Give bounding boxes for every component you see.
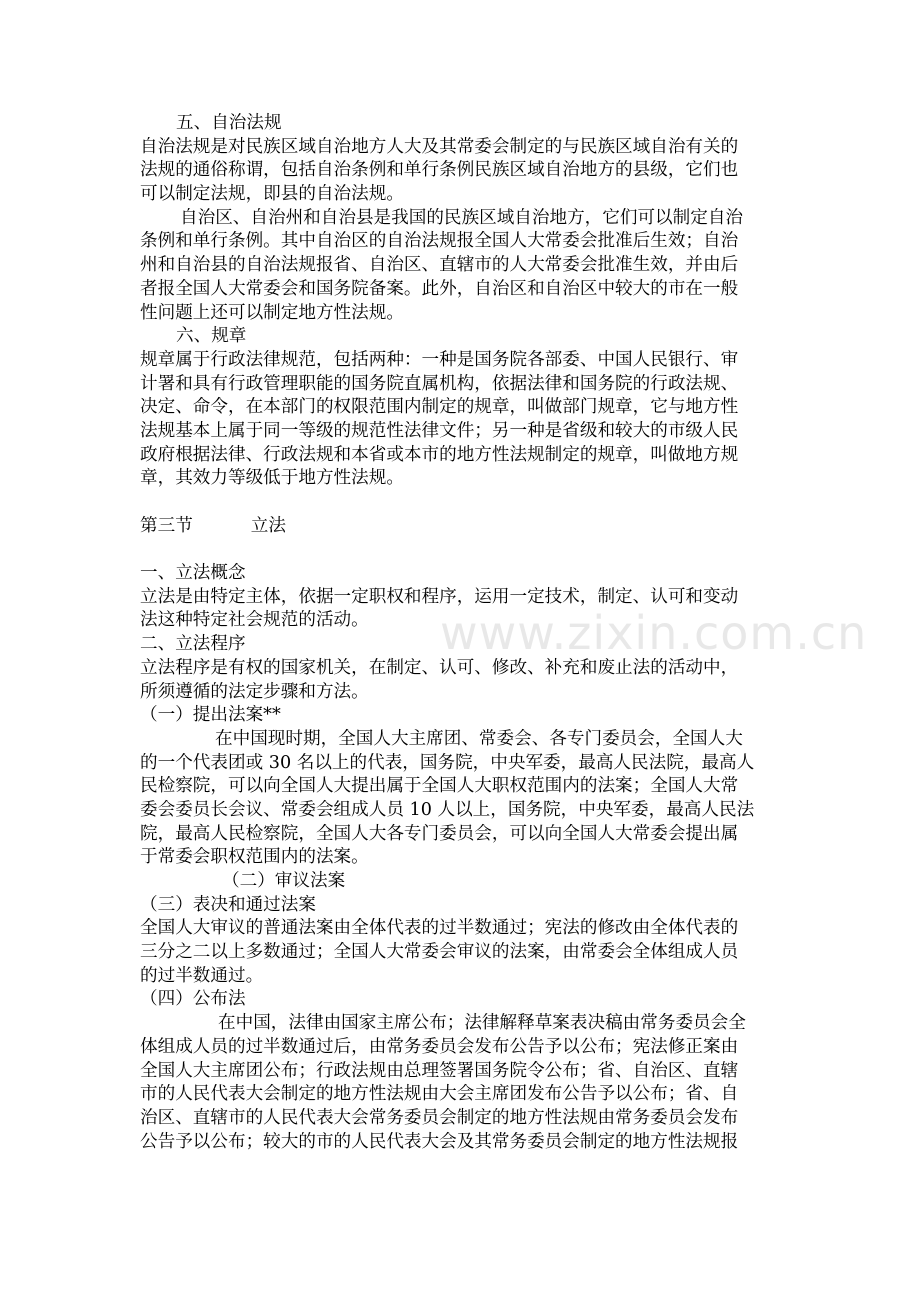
paragraph-line: 计署和具有行政管理职能的国务院直属机构，依据法律和国务院的行政法规、 xyxy=(140,373,739,394)
paragraph-line: 章，其效力等级低于地方性法规。 xyxy=(140,468,404,489)
paragraph-line: 于常委会职权范围内的法案。 xyxy=(140,847,369,868)
section-title-rules: 六、规章 xyxy=(176,326,247,347)
chapter-heading xyxy=(140,515,785,539)
paragraph-line: 政府根据法律、行政法规和本省或本市的地方性法规制定的规章，叫做地方规 xyxy=(140,444,739,465)
paragraph-line: 治区、直辖市的人民代表大会常务委员会制定的地方性法规由常务委员会发布 xyxy=(140,1107,739,1128)
paragraph-line: 法这种特定社会规范的活动。 xyxy=(140,610,369,631)
paragraph-line: 性问题上还可以制定地方性法规。 xyxy=(140,302,404,323)
paragraph-line: 全国人大审议的普通法案由全体代表的过半数通过；宪法的修改由全体代表的 xyxy=(140,918,739,939)
paragraph-line: 公告予以公布；较大的市的人民代表大会及其常务委员会制定的地方性法规报 xyxy=(140,1131,739,1152)
paragraph-line: 规章属于行政法律规范，包括两种：一种是国务院各部委、中国人民银行、审 xyxy=(140,349,739,370)
paragraph-line: 立法程序是有权的国家机关，在制定、认可、修改、补充和废止法的活动中， xyxy=(140,657,739,678)
paragraph-line: 委会委员长会议、常委会组成人员 10 人以上，国务院，中央军委，最高人民法 xyxy=(140,799,755,820)
subheading-propose-bill: （一）提出法案** xyxy=(140,705,281,726)
paragraph-line: 法规的通俗称谓，包括自治条例和单行条例民族区域自治地方的县级，它们也 xyxy=(140,160,739,181)
subheading-vote-pass-bill: （三）表决和通过法案 xyxy=(140,894,316,915)
paragraph-line: 立法是由特定主体，依据一定职权和程序，运用一定技术，制定、认可和变动 xyxy=(140,586,739,607)
section-title-autonomy-regulations: 五、自治法规 xyxy=(176,113,282,133)
paragraph-line: 决定、命令，在本部门的权限范围内制定的规章，叫做部门规章，它与地方性 xyxy=(140,397,739,418)
paragraph-line: 全国人大主席团公布；行政法规由总理签署国务院令公布；省、自治区、直辖 xyxy=(140,1060,739,1081)
paragraph-line: 可以制定法规，即县的自治法规。 xyxy=(140,184,404,205)
spacer xyxy=(140,538,785,562)
paragraph-line: 条例和单行条例。其中自治区的自治法规报全国人大常委会批准后生效；自治 xyxy=(140,231,739,252)
paragraph-line: 民检察院，可以向全国人大提出属于全国人大职权范围内的法案；全国人大常 xyxy=(140,776,739,797)
heading-legislation-concept: 一、立法概念 xyxy=(140,563,246,584)
watermark: www.zixin.com.cn xyxy=(440,606,868,660)
paragraph-line: 的一个代表团或 30 名以上的代表，国务院，中央军委，最高人民法院，最高人 xyxy=(140,752,755,773)
paragraph-line: 所须遵循的法定步骤和方法。 xyxy=(140,681,369,702)
subheading-promulgate-law: （四）公布法 xyxy=(140,989,246,1010)
paragraph-line: 在中国，法律由国家主席公布；法律解释草案表决稿由常务委员会全 xyxy=(218,1013,746,1034)
paragraph-line: 法规基本上属于同一等级的规范性法律文件；另一种是省级和较大的市级人民 xyxy=(140,420,739,441)
subheading-review-bill: （二）审议法案 xyxy=(222,871,346,891)
chapter-title: 立法 xyxy=(250,515,286,536)
chapter-number: 第三节 xyxy=(140,515,193,536)
paragraph-line: 州和自治县的自治法规报省、自治区、直辖市的人大常委会批准生效，并由后 xyxy=(140,255,739,276)
paragraph-line: 自治区、自治州和自治县是我国的民族区域自治地方，它们可以制定自治 xyxy=(180,207,744,228)
paragraph-line: 自治法规是对民族区域自治地方人大及其常委会制定的与民族区域自治有关的 xyxy=(140,136,739,157)
paragraph-line: 市的人民代表大会制定的地方性法规由大会主席团发布公告予以公布；省、自 xyxy=(140,1084,739,1105)
spacer xyxy=(140,491,785,515)
paragraph-line: 院，最高人民检察院，全国人大各专门委员会，可以向全国人大常委会提出属 xyxy=(140,823,739,844)
paragraph-line: 三分之二以上多数通过；全国人大常委会审议的法案，由常委会全体组成人员 xyxy=(140,942,739,963)
paragraph-line: 的过半数通过。 xyxy=(140,965,264,986)
paragraph-line: 在中国现时期，全国人大主席团、常委会、各专门委员会，全国人大 xyxy=(215,728,743,749)
paragraph-line: 者报全国人大常委会和国务院备案。此外，自治区和自治区中较大的市在一般 xyxy=(140,278,739,299)
document-body xyxy=(140,112,785,1154)
paragraph-line: 体组成人员的过半数通过后，由常务委员会发布公告予以公布；宪法修正案由 xyxy=(140,1036,739,1057)
heading-legislative-procedure: 二、立法程序 xyxy=(140,634,246,655)
